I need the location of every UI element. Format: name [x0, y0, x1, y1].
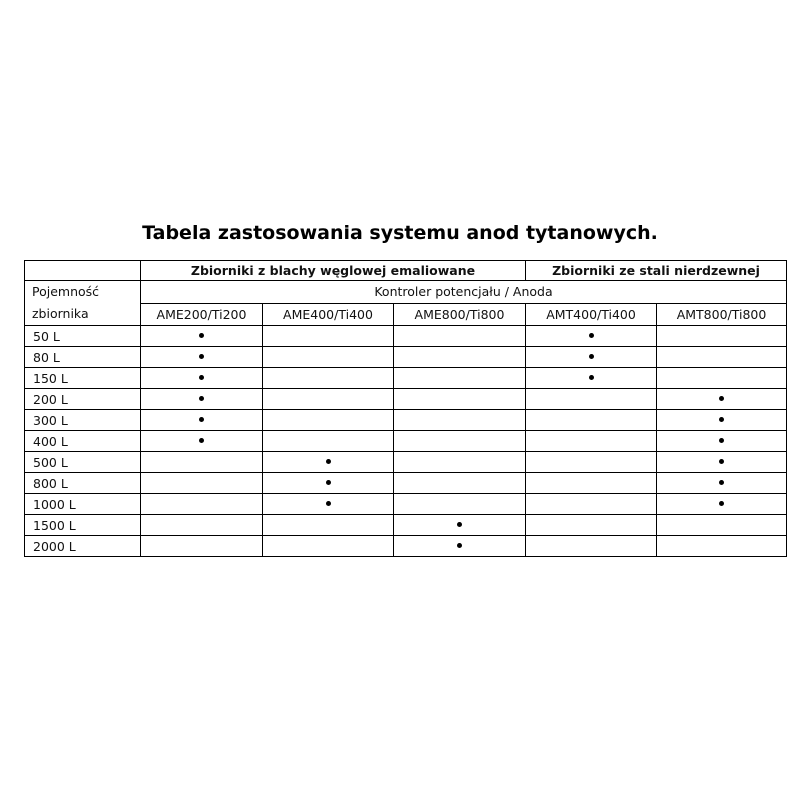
compatibility-cell	[657, 494, 787, 515]
compatibility-cell	[263, 452, 394, 473]
capacity-cell: 300 L	[25, 410, 141, 431]
table-row	[25, 389, 787, 410]
compatibility-cell	[394, 473, 526, 494]
compatibility-cell	[394, 536, 526, 557]
compatible-dot-icon	[719, 480, 724, 485]
compatibility-cell	[394, 452, 526, 473]
capacity-cell: 150 L	[25, 368, 141, 389]
compatibility-cell	[657, 347, 787, 368]
compatibility-cell	[141, 389, 263, 410]
compatibility-cell	[394, 389, 526, 410]
capacity-header	[25, 281, 141, 326]
compatibility-cell	[263, 494, 394, 515]
compatible-dot-icon	[326, 501, 331, 506]
compatibility-cell	[657, 389, 787, 410]
table-row	[25, 347, 787, 368]
compatibility-cell	[394, 515, 526, 536]
compatibility-cell	[141, 452, 263, 473]
capacity-cell: 200 L	[25, 389, 141, 410]
header-row-subheader	[25, 281, 787, 304]
compatible-dot-icon	[457, 543, 462, 548]
compatibility-cell	[526, 452, 657, 473]
compatibility-cell	[657, 452, 787, 473]
compatibility-cell	[263, 473, 394, 494]
compatibility-cell	[526, 536, 657, 557]
model-header: AME800/Ti800	[394, 303, 526, 326]
compatible-dot-icon	[326, 480, 331, 485]
group-header-enamel: Zbiorniki z blachy węglowej emaliowane	[141, 261, 526, 281]
compatibility-cell	[394, 410, 526, 431]
capacity-header-line1: Pojemność	[32, 284, 100, 299]
compatibility-cell	[394, 431, 526, 452]
compatible-dot-icon	[457, 522, 462, 527]
compatibility-cell	[141, 410, 263, 431]
compatibility-cell	[657, 368, 787, 389]
compatibility-cell	[526, 431, 657, 452]
table-row	[25, 452, 787, 473]
capacity-cell: 800 L	[25, 473, 141, 494]
table-row	[25, 410, 787, 431]
compatible-dot-icon	[199, 354, 204, 359]
compatible-dot-icon	[199, 417, 204, 422]
table-row	[25, 536, 787, 557]
compatibility-cell	[263, 347, 394, 368]
compatibility-cell	[263, 515, 394, 536]
compatibility-cell	[263, 326, 394, 347]
capacity-cell: 400 L	[25, 431, 141, 452]
capacity-cell: 500 L	[25, 452, 141, 473]
compatible-dot-icon	[199, 375, 204, 380]
compatible-dot-icon	[326, 459, 331, 464]
compatibility-cell	[526, 494, 657, 515]
compatibility-cell	[141, 347, 263, 368]
capacity-cell: 50 L	[25, 326, 141, 347]
capacity-cell: 80 L	[25, 347, 141, 368]
model-header: AMT800/Ti800	[657, 303, 787, 326]
compatibility-cell	[141, 515, 263, 536]
compatibility-cell	[657, 536, 787, 557]
compatibility-cell	[263, 410, 394, 431]
capacity-cell: 1000 L	[25, 494, 141, 515]
compatibility-cell	[657, 431, 787, 452]
model-header: AMT400/Ti400	[526, 303, 657, 326]
compatibility-cell	[526, 326, 657, 347]
compatibility-cell	[263, 536, 394, 557]
table-row	[25, 326, 787, 347]
group-header-stainless: Zbiorniki ze stali nierdzewnej	[526, 261, 787, 281]
compatibility-cell	[657, 473, 787, 494]
page-title: Tabela zastosowania systemu anod tytanowych.	[142, 222, 658, 244]
compatibility-cell	[141, 326, 263, 347]
compatible-dot-icon	[589, 354, 594, 359]
table-row	[25, 368, 787, 389]
compatibility-cell	[141, 431, 263, 452]
controller-anode-header: Kontroler potencjału / Anoda	[141, 281, 787, 304]
compatible-dot-icon	[589, 333, 594, 338]
capacity-cell: 2000 L	[25, 536, 141, 557]
compatible-dot-icon	[719, 501, 724, 506]
compatible-dot-icon	[199, 333, 204, 338]
table-row	[25, 494, 787, 515]
header-row-groups	[25, 261, 787, 281]
compatibility-cell	[657, 515, 787, 536]
compatible-dot-icon	[719, 396, 724, 401]
compatible-dot-icon	[719, 459, 724, 464]
compatibility-cell	[657, 326, 787, 347]
model-header: AME200/Ti200	[141, 303, 263, 326]
compatibility-cell	[657, 410, 787, 431]
compatibility-cell	[526, 515, 657, 536]
table-row	[25, 515, 787, 536]
compatible-dot-icon	[199, 396, 204, 401]
compatibility-cell	[263, 431, 394, 452]
compatibility-cell	[394, 347, 526, 368]
compatibility-cell	[141, 494, 263, 515]
compatibility-cell	[526, 410, 657, 431]
table-row	[25, 473, 787, 494]
compatible-dot-icon	[719, 438, 724, 443]
compatibility-cell	[526, 389, 657, 410]
compatibility-cell	[526, 368, 657, 389]
compatibility-cell	[141, 536, 263, 557]
compatible-dot-icon	[589, 375, 594, 380]
compatibility-cell	[394, 368, 526, 389]
compatibility-cell	[394, 494, 526, 515]
compatible-dot-icon	[719, 417, 724, 422]
capacity-header-line2: zbiornika	[32, 306, 89, 321]
model-header: AME400/Ti400	[263, 303, 394, 326]
compatibility-cell	[526, 347, 657, 368]
anode-application-table	[24, 260, 787, 557]
compatibility-cell	[526, 473, 657, 494]
compatible-dot-icon	[199, 438, 204, 443]
compatibility-cell	[141, 473, 263, 494]
corner-cell	[25, 261, 141, 281]
compatibility-cell	[394, 326, 526, 347]
capacity-cell: 1500 L	[25, 515, 141, 536]
table-row	[25, 431, 787, 452]
compatibility-cell	[263, 389, 394, 410]
compatibility-cell	[263, 368, 394, 389]
compatibility-cell	[141, 368, 263, 389]
